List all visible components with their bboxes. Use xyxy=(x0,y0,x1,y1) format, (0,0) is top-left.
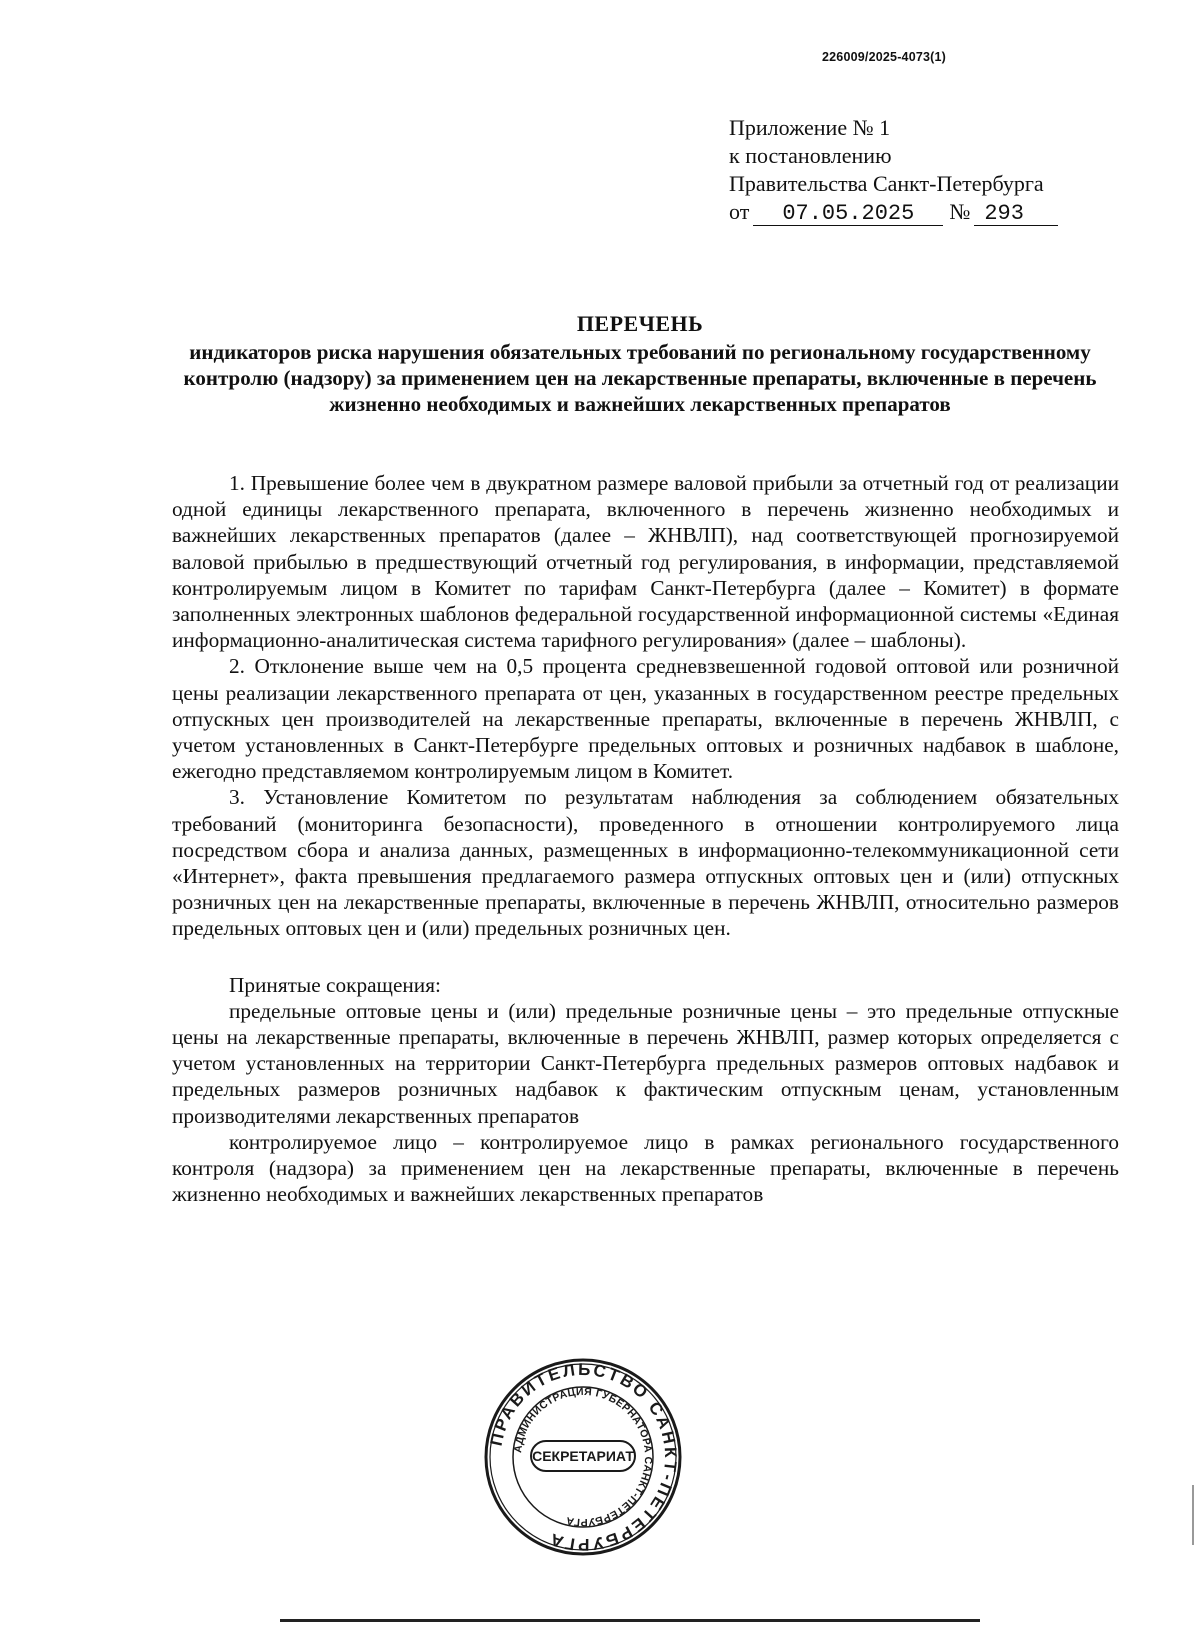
bottom-rule xyxy=(280,1619,980,1622)
date-prefix: от xyxy=(729,199,750,224)
abbreviation-entry: контролируемое лицо – контролируемое лицо в рамках регионального государственного контроля (надзора) за применением цен на лекарственные препараты, включенные в перечень жизненно необходимых и важнейших лекарственных препаратов xyxy=(172,1129,1119,1207)
document-body xyxy=(172,470,1119,1207)
appendix-line-1: Приложение № 1 xyxy=(729,115,891,140)
list-item: 1. Превышение более чем в двукратном размере валовой прибыли за отчетный год от реализации одной единицы лекарственного препарата, включенного в перечень жизненно необходимых и важнейших лекарственных препаратов (далее – ЖНВЛП), над соответствующей прогнозируемой валовой прибылью в предшествующий отчетный год регулирования, в информации, представляемой контролируемым лицом в Комитет по тарифам Санкт-Петербурга (далее – Комитет) в формате заполненных электронных шаблонов федеральной государственной информационной системы «Единая информационно-аналитическая система тарифного регулирования» (далее – шаблоны). xyxy=(172,471,1119,653)
appendix-line-2: к постановлению xyxy=(729,143,892,168)
appendix-header xyxy=(729,114,1058,226)
resolution-date: 07.05.2025 xyxy=(753,203,943,226)
list-item: 3. Установление Комитетом по результатам наблюдения за соблюдением обязательных требований (мониторинга безопасности), проведенного в отношении контролируемого лица посредством сбора и анализа данных, размещенных в информационно-телекоммуникационной сети «Интернет», факта превышения предлагаемого размера отпускных оптовых цен и (или) отпускных розничных цен на лекарственные препараты, включенные в перечень ЖНВЛП, относительно размеров предельных оптовых цен и (или) предельных розничных цен. xyxy=(172,785,1119,941)
seal-inner-text: АДМИНИСТРАЦИЯ ГУБЕРНАТОРА САНКТ-ПЕТЕРБУРГА xyxy=(512,1385,655,1529)
number-prefix: № xyxy=(949,199,971,224)
appendix-line-3: Правительства Санкт-Петербурга xyxy=(729,171,1044,196)
scan-edge-mark xyxy=(1192,1485,1194,1545)
resolution-number: 293 xyxy=(974,203,1058,226)
official-seal-stamp xyxy=(483,1357,683,1557)
seal-outer-text: ПРАВИТЕЛЬСТВО САНКТ-ПЕТЕРБУРГА xyxy=(486,1359,681,1555)
appendix-date-line xyxy=(729,198,1058,226)
seal-center-text: СЕКРЕТАРИАТ xyxy=(532,1448,634,1464)
list-item: 2. Отклонение выше чем на 0,5 процента средневзвешенной годовой оптовой или розничной цены реализации лекарственного препарата от цен, указанных в государственном реестре предельных отпускных цен производителей на лекарственные препараты, включенные в перечень ЖНВЛП, с учетом установленных в Санкт-Петербурге предельных оптовых и розничных надбавок в шаблоне, ежегодно представляемом контролируемым лицом в Комитет. xyxy=(172,654,1119,784)
document-title xyxy=(170,309,1110,417)
title-subheading: индикаторов риска нарушения обязательных требований по региональному государственному контролю (надзору) за применением цен на лекарственные препараты, включенные в перечень жизненно необходимых и важнейших лекарственных препаратов xyxy=(183,340,1097,416)
document-registration-number: 226009/2025-4073(1) xyxy=(822,50,947,64)
abbreviations-heading: Принятые сокращения: xyxy=(229,972,441,997)
title-heading: ПЕРЕЧЕНЬ xyxy=(576,311,704,336)
abbreviation-entry: предельные оптовые цены и (или) предельные розничные цены – это предельные отпускные цены на лекарственные препараты, включенные в перечень ЖНВЛП, размер которых определяется с учетом установленных на территории Санкт-Петербурга предельных размеров оптовых надбавок и предельных размеров розничных надбавок к фактическим отпускным ценам, установленным производителями лекарственных препаратов xyxy=(172,998,1119,1128)
